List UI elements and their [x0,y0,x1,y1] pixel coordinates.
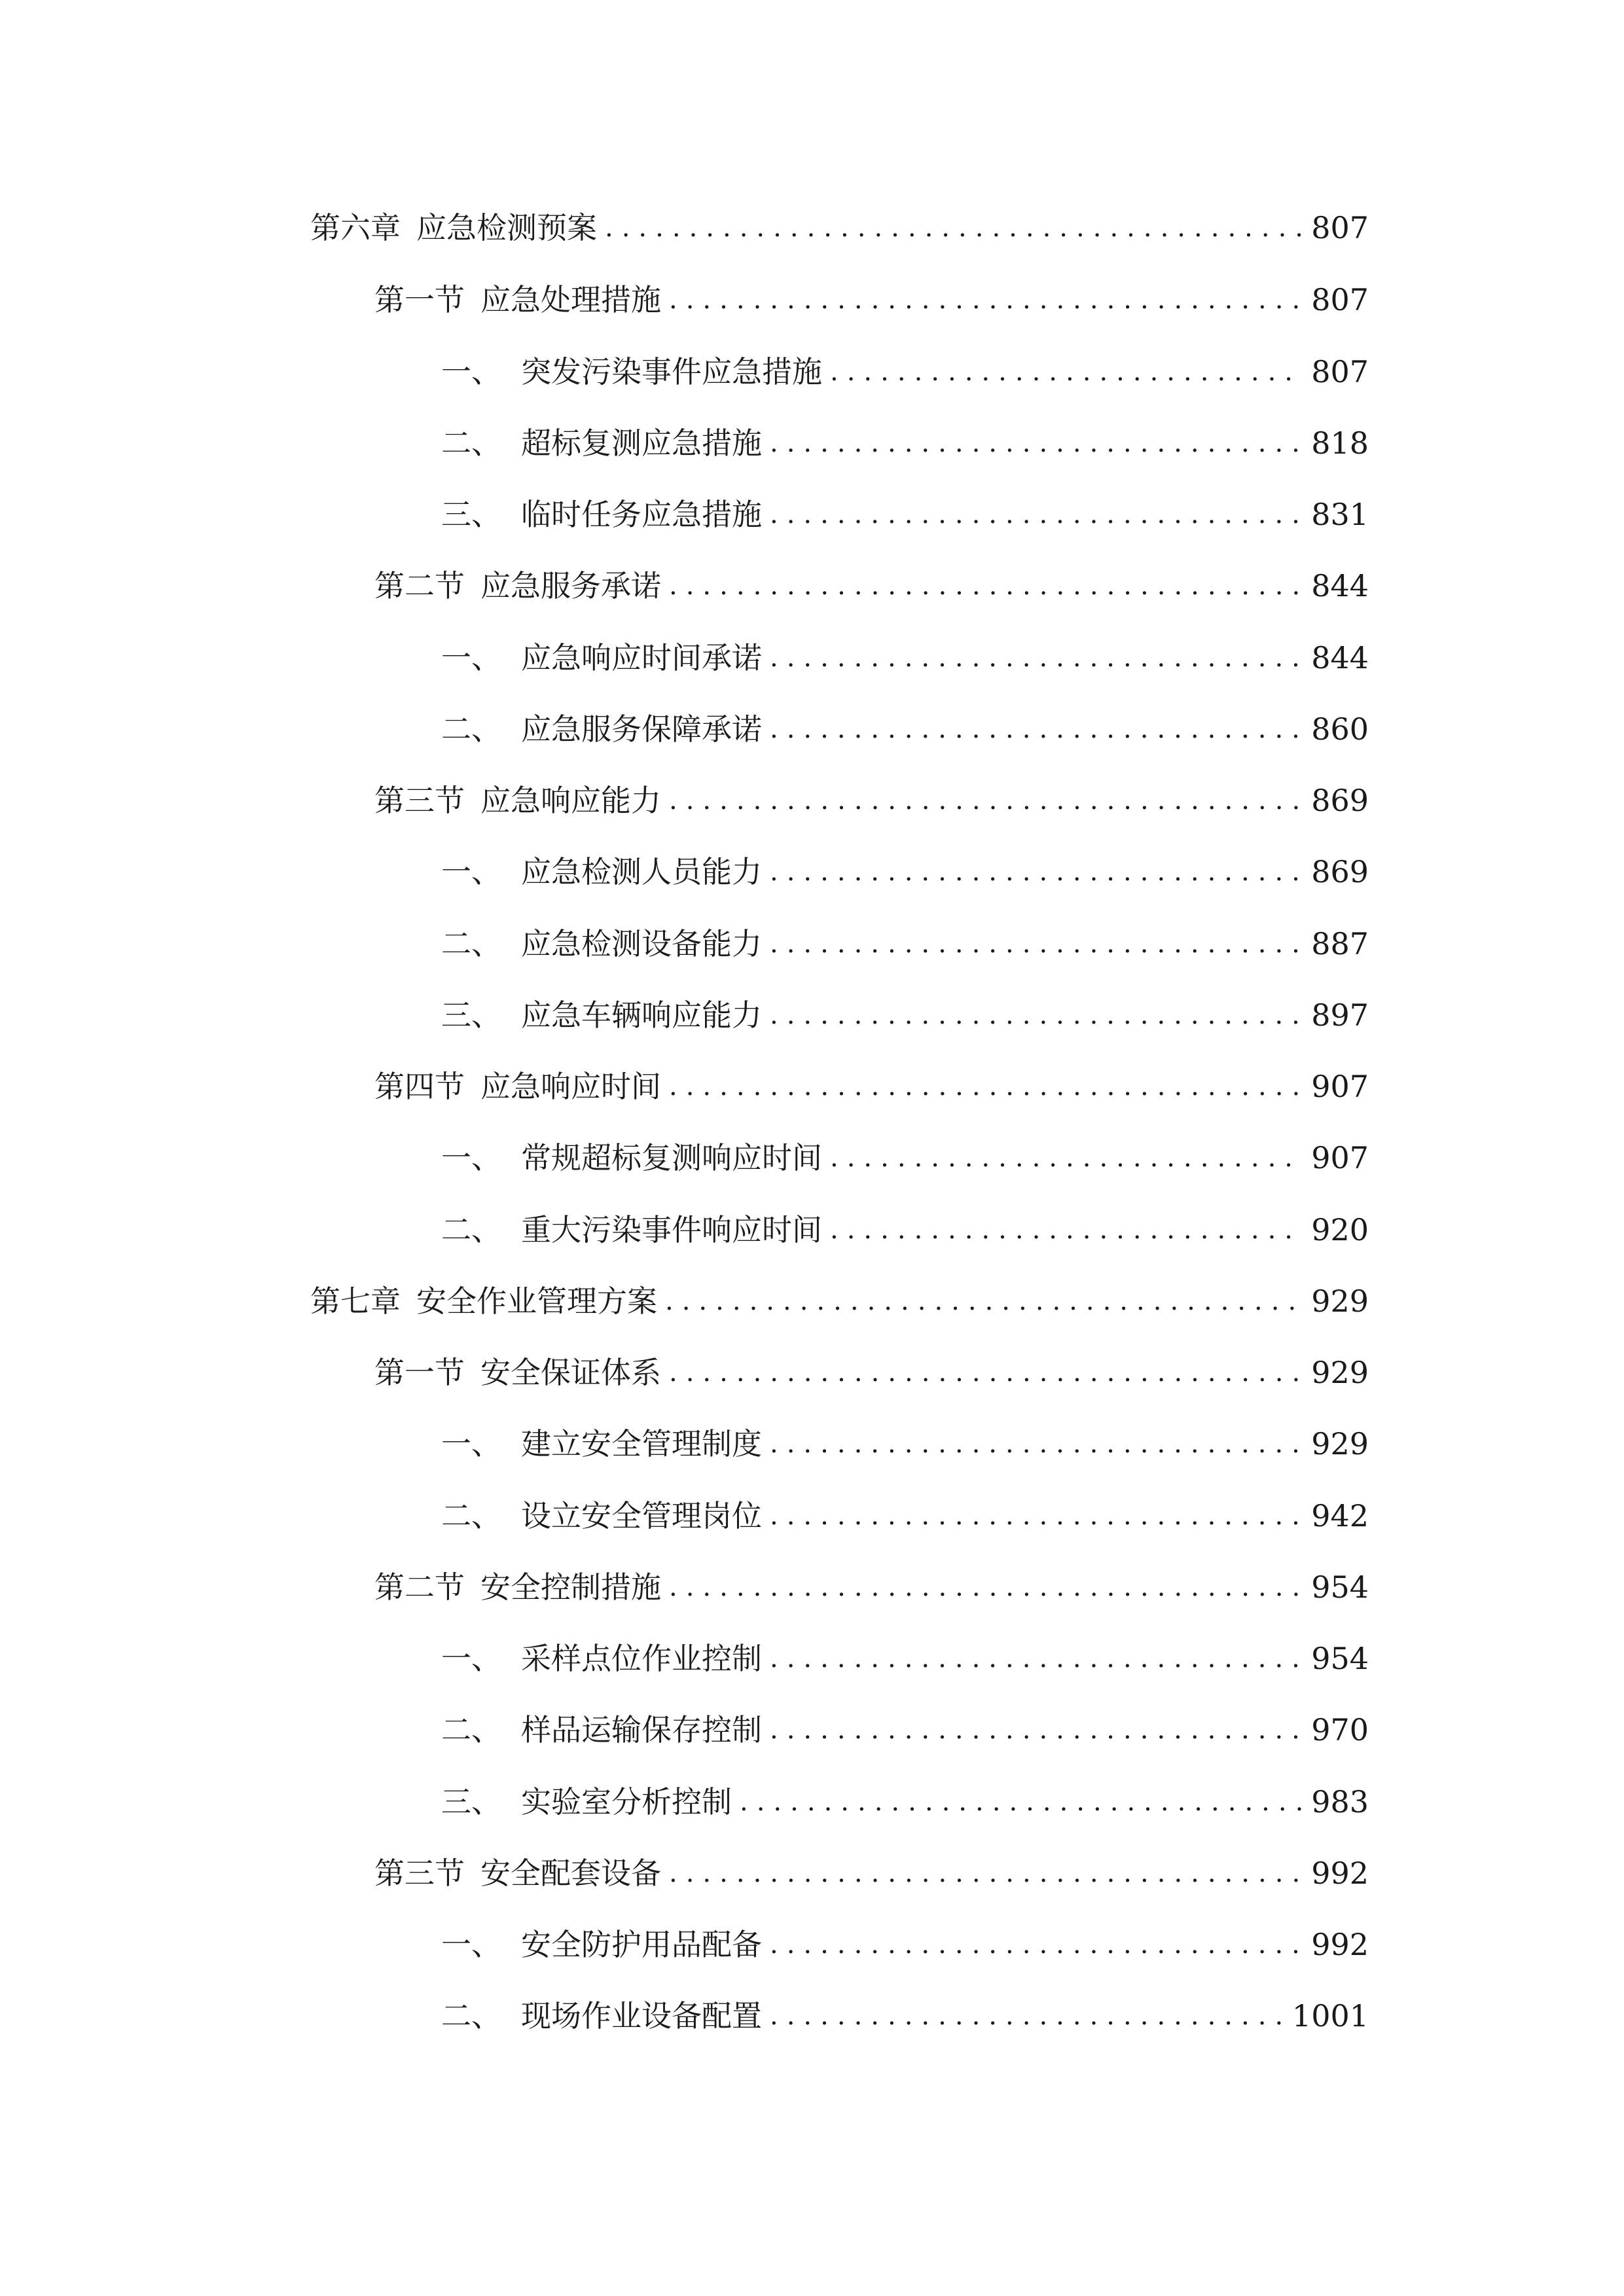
dot-leader [830,1204,1302,1256]
toc-entry-subsection[interactable] [441,1990,1369,2042]
dot-leader [770,846,1302,898]
toc-entry-subsection[interactable] [441,1918,1369,1971]
dot-leader [669,274,1302,326]
toc-entry-subsection[interactable] [441,1204,1369,1256]
toc-entry-section[interactable] [374,560,1369,612]
toc-number: 一、 [441,640,501,675]
toc-title: 应急检测人员能力 [521,854,762,889]
toc-number: 三、 [441,1784,501,1820]
toc-title: 突发污染事件应急措施 [521,354,822,389]
toc-title: 临时任务应急措施 [521,497,762,532]
dot-leader [770,1918,1302,1971]
toc-number: 一、 [441,1140,501,1175]
dot-leader [669,1847,1302,1899]
toc-page-number: 970 [1311,1712,1369,1748]
toc-page-number: 807 [1311,354,1369,389]
toc-title: 应急响应时间 [480,1069,661,1104]
toc-page-number: 897 [1311,997,1369,1033]
toc-title: 实验室分析控制 [521,1784,732,1820]
toc-page-number: 983 [1311,1784,1369,1820]
toc-entry-subsection[interactable] [441,1704,1369,1756]
toc-number: 第二节 [374,1570,465,1605]
toc-title: 安全防护用品配备 [521,1927,762,1962]
toc-title: 应急服务承诺 [480,568,661,603]
toc-number: 二、 [441,711,501,747]
toc-title: 安全控制措施 [480,1570,661,1605]
toc-entry-subsection[interactable] [441,846,1369,898]
toc-entry-subsection[interactable] [441,989,1369,1041]
toc-page-number: 844 [1311,568,1369,603]
dot-leader [605,202,1302,254]
toc-number: 第七章 [310,1283,401,1319]
toc-title: 设立安全管理岗位 [521,1498,762,1534]
toc-entry-section[interactable] [374,1060,1369,1113]
toc-page-number: 954 [1311,1641,1369,1676]
dot-leader [770,1990,1283,2042]
toc-number: 一、 [441,1927,501,1962]
toc-title: 安全保证体系 [480,1355,661,1390]
toc-number: 第二节 [374,568,465,603]
toc-entry-chapter[interactable] [310,202,1369,254]
toc-entry-subsection[interactable] [441,703,1369,755]
toc-entry-subsection[interactable] [441,417,1369,469]
toc-entry-section[interactable] [374,274,1369,326]
toc-entry-subsection[interactable] [441,918,1369,970]
toc-entry-section[interactable] [374,774,1369,827]
toc-entry-subsection[interactable] [441,1632,1369,1685]
toc-title: 应急响应时间承诺 [521,640,762,675]
toc-number: 一、 [441,854,501,889]
dot-leader [669,560,1302,612]
toc-title: 应急检测预案 [416,210,597,245]
toc-entry-section[interactable] [374,1847,1369,1899]
dot-leader [770,918,1302,970]
toc-entry-subsection[interactable] [441,1132,1369,1184]
dot-leader [770,632,1302,684]
toc-title: 超标复测应急措施 [521,425,762,461]
toc-page-number: 920 [1311,1212,1369,1247]
toc-entry-subsection[interactable] [441,346,1369,398]
dot-leader [669,774,1302,827]
dot-leader [830,1132,1302,1184]
toc-number: 三、 [441,497,501,532]
toc-number: 一、 [441,1641,501,1676]
toc-entry-subsection[interactable] [441,1490,1369,1542]
toc-entry-subsection[interactable] [441,488,1369,541]
toc-page-number: 907 [1311,1140,1369,1175]
dot-leader [830,346,1302,398]
toc-page-number: 844 [1311,640,1369,675]
toc-title: 安全作业管理方案 [416,1283,657,1319]
toc-title: 应急检测设备能力 [521,926,762,961]
toc-number: 二、 [441,1998,501,2034]
toc-title: 应急服务保障承诺 [521,711,762,747]
toc-page-number: 929 [1311,1355,1369,1390]
toc-entry-section[interactable] [374,1561,1369,1613]
dot-leader [770,989,1302,1041]
toc-page-number: 992 [1311,1856,1369,1891]
toc-number: 第一节 [374,1355,465,1390]
toc-entry-subsection[interactable] [441,1776,1369,1828]
dot-leader [669,1346,1302,1399]
toc-page-number: 992 [1311,1927,1369,1962]
toc-page-number: 954 [1311,1570,1369,1605]
dot-leader [770,1490,1302,1542]
dot-leader [770,417,1302,469]
toc-title: 应急处理措施 [480,282,661,317]
toc-page-number: 929 [1311,1283,1369,1319]
toc-page-number: 831 [1311,497,1369,532]
toc-title: 安全配套设备 [480,1856,661,1891]
toc-number: 一、 [441,1426,501,1462]
toc-title: 应急响应能力 [480,783,661,818]
toc-number: 三、 [441,997,501,1033]
toc-page-number: 907 [1311,1069,1369,1104]
toc-number: 二、 [441,425,501,461]
dot-leader [770,1704,1302,1756]
toc-number: 一、 [441,354,501,389]
toc-title: 现场作业设备配置 [521,1998,762,2034]
toc-entry-section[interactable] [374,1346,1369,1399]
dot-leader [770,1418,1302,1470]
toc-number: 第一节 [374,282,465,317]
dot-leader [669,1060,1302,1113]
dot-leader [740,1776,1302,1828]
toc-entry-subsection[interactable] [441,632,1369,684]
toc-page-number: 929 [1311,1426,1369,1462]
dot-leader [669,1561,1302,1613]
toc-page-number: 869 [1311,783,1369,818]
toc-page-number: 860 [1311,711,1369,747]
dot-leader [770,488,1302,541]
dot-leader [770,703,1302,755]
toc-number: 第六章 [310,210,401,245]
toc-page-number: 887 [1311,926,1369,961]
toc-title: 重大污染事件响应时间 [521,1212,822,1247]
toc-page-number: 869 [1311,854,1369,889]
toc-page-number: 942 [1311,1498,1369,1534]
toc-number: 第四节 [374,1069,465,1104]
toc-number: 二、 [441,1712,501,1748]
toc-title: 常规超标复测响应时间 [521,1140,822,1175]
toc-number: 第三节 [374,1856,465,1891]
toc-title: 应急车辆响应能力 [521,997,762,1033]
toc-number: 二、 [441,1498,501,1534]
toc-entry-chapter[interactable] [310,1275,1369,1327]
toc-number: 二、 [441,1212,501,1247]
dot-leader [665,1275,1302,1327]
toc-title: 样品运输保存控制 [521,1712,762,1748]
toc-page-number: 818 [1311,425,1369,461]
dot-leader [770,1632,1302,1685]
toc-number: 第三节 [374,783,465,818]
toc-page-number: 807 [1311,282,1369,317]
toc-page-number: 1001 [1291,1998,1369,2034]
toc-title: 建立安全管理制度 [521,1426,762,1462]
toc-number: 二、 [441,926,501,961]
toc-title: 采样点位作业控制 [521,1641,762,1676]
toc-page-number: 807 [1311,210,1369,245]
toc-entry-subsection[interactable] [441,1418,1369,1470]
